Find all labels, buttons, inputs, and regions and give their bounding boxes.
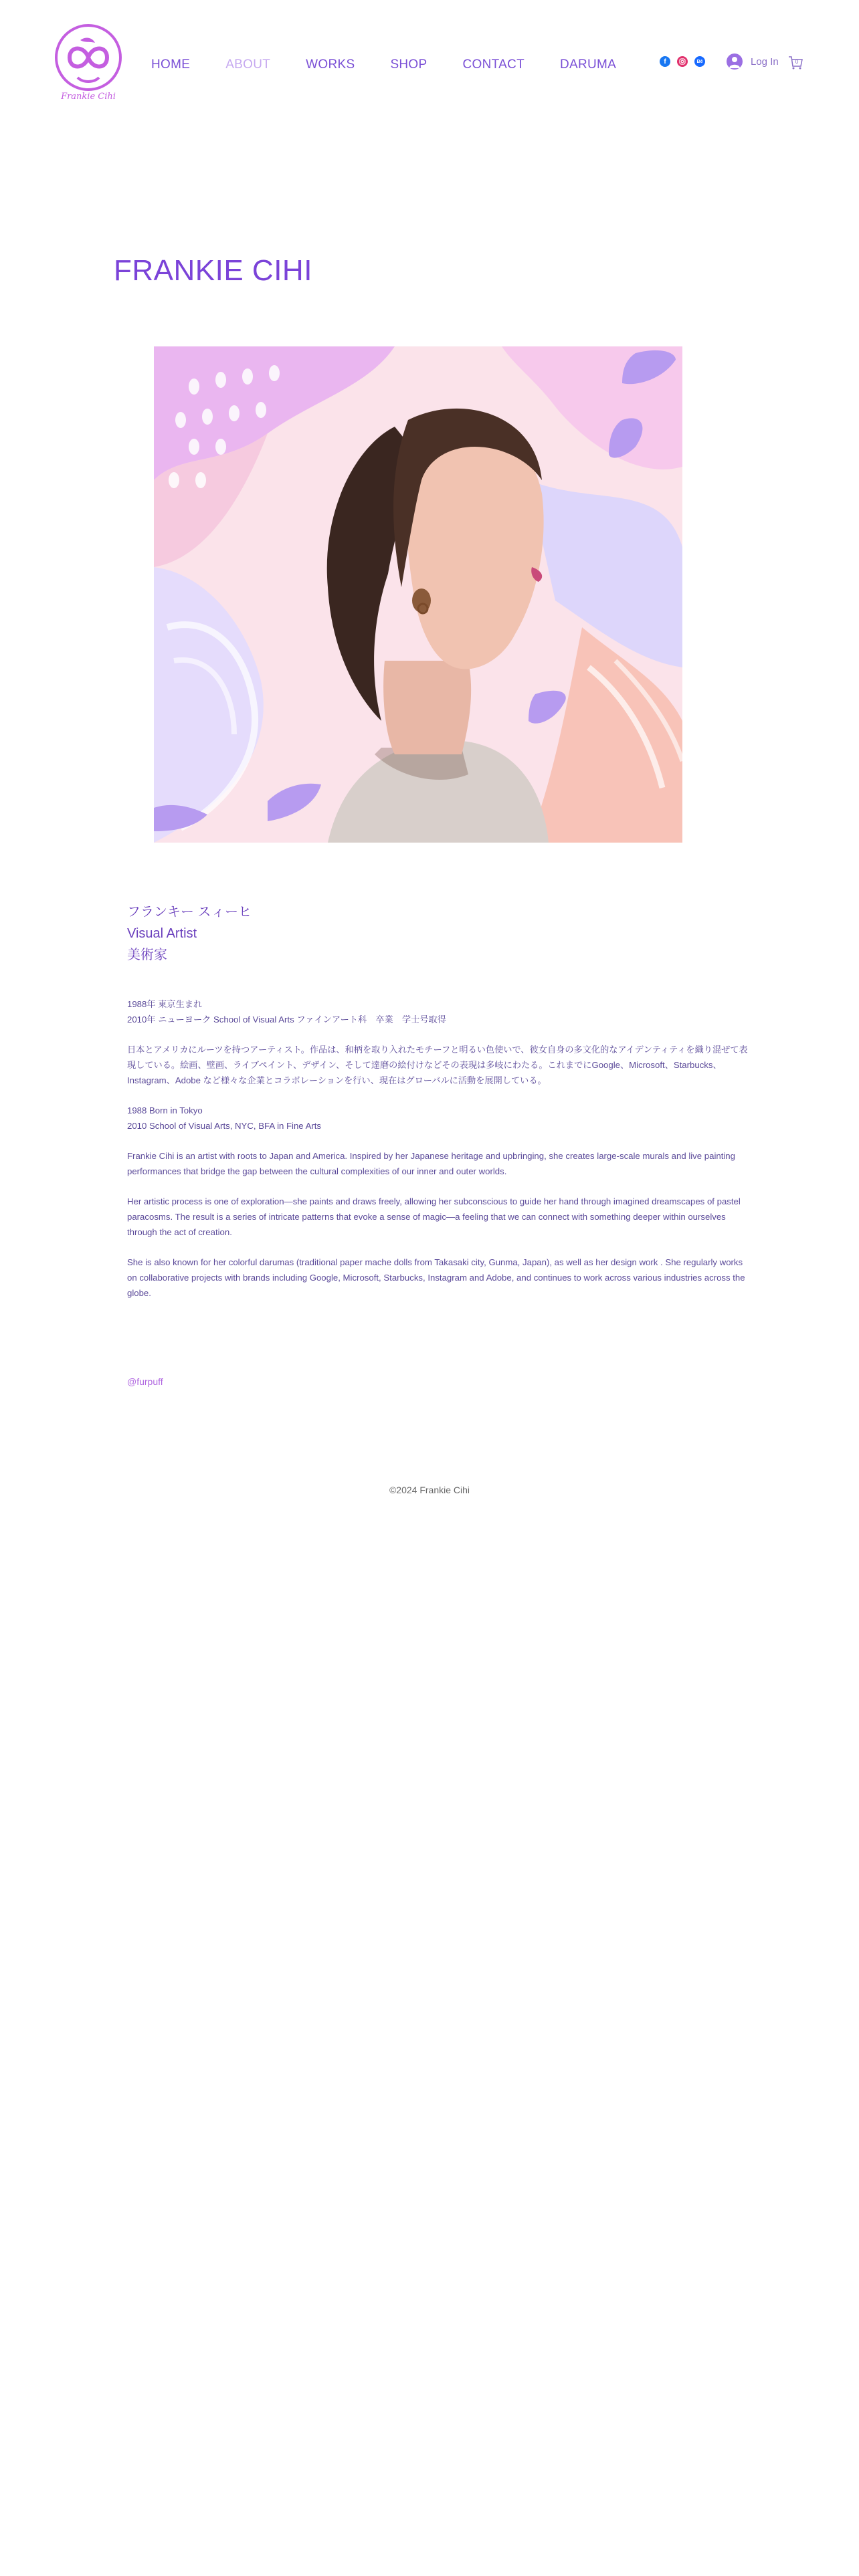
cart-count: 0	[795, 59, 799, 65]
nav-shop[interactable]: SHOP	[390, 58, 427, 72]
site-header	[0, 0, 859, 134]
bio-heading	[127, 901, 252, 966]
cart-icon[interactable]	[787, 53, 804, 71]
instagram-icon[interactable]	[677, 56, 688, 67]
logo-script-text: Frankie Cihi	[61, 92, 116, 102]
page-title: FRANKIE CIHI	[114, 254, 312, 287]
nav-home[interactable]: HOME	[151, 58, 191, 72]
role-japanese: 美術家	[127, 948, 167, 962]
facebook-icon[interactable]: f	[660, 56, 670, 67]
bio-text	[127, 996, 749, 1315]
bio-paragraph: She is also known for her colorful darumas (traditional paper mache dolls from Takasaki city, Gunma, Japan), as well as her design work . She regularly works on collaborative projects with brands including Google, Microsoft, Starbucks, Instagram and Adobe, and continues to work across various industries across the globe.	[127, 1257, 745, 1298]
footer-copyright: ©2024 Frankie Cihi	[389, 1485, 470, 1495]
artist-portrait-image	[154, 346, 682, 843]
nav-about[interactable]: ABOUT	[225, 58, 271, 72]
login-button[interactable]	[727, 53, 779, 70]
role-english: Visual Artist	[127, 926, 197, 941]
bio-paragraph: 1988 Born in Tokyo 2010 School of Visual Arts, NYC, BFA in Fine Arts	[127, 1105, 322, 1131]
bio-paragraph: Frankie Cihi is an artist with roots to Japan and America. Inspired by her Japanese heritage and upbringing, she creates large-scale murals and live painting performances that bridge the gap between the cultural complexities of our inner and outer worlds.	[127, 1151, 735, 1176]
site-logo[interactable]	[51, 23, 126, 102]
bio-paragraph: 日本とアメリカにルーツを持つアーティスト。作品は、和柄を取り入れたモチーフと明るい色使いで、彼女自身の多文化的なアイデンティティを織り混ぜて表現している。絵画、壁画、ライブペイント、デザイン、そして達磨の絵付けなどその表現は多岐にわたる。これまでにGoogle、Microsoft、Starbucks、Instagram、Adobe など様々な企業とコラボレーションを行い、現在はグローバルに活動を展開している。	[127, 1045, 748, 1085]
social-bar	[660, 56, 705, 67]
bio-paragraph: Her artistic process is one of exploration—she paints and draws freely, allowing her subconscious to guide her hand through imagined dreamscapes of pastel paracosms. The result is a series of intricate patterns that evoke a sense of magic—a feeling that we can connect with something deeper within ourselves through the act of creation.	[127, 1196, 741, 1237]
user-avatar-icon	[727, 53, 743, 70]
bio-paragraph: 1988年 東京生まれ 2010年 ニューヨーク School of Visual Arts ファインアート科 卒業 学士号取得	[127, 999, 446, 1025]
login-label: Log In	[751, 56, 779, 68]
main-nav	[151, 58, 616, 72]
name-japanese: フランキー スィーヒ	[127, 905, 252, 920]
behance-icon[interactable]: Bē	[694, 56, 705, 67]
logo-emblem-icon	[51, 23, 126, 102]
nav-works[interactable]: WORKS	[306, 58, 355, 72]
instagram-handle-link[interactable]: @furpuff	[127, 1376, 163, 1387]
nav-daruma[interactable]: DARUMA	[560, 58, 617, 72]
nav-contact[interactable]: CONTACT	[462, 58, 525, 72]
